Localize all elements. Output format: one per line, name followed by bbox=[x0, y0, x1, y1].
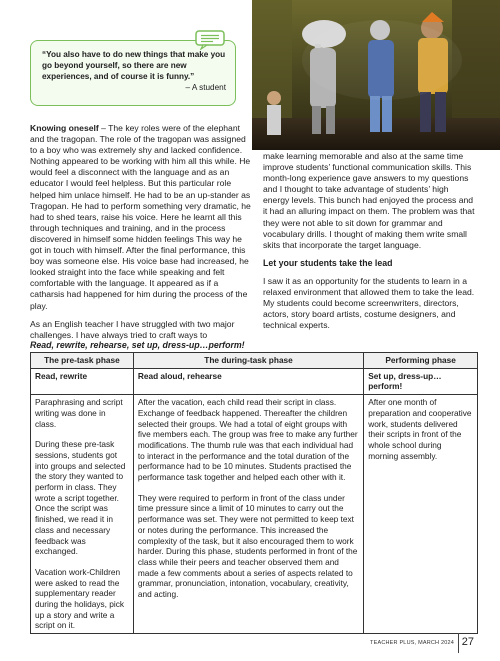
pre-task-cell bbox=[31, 395, 134, 634]
students-lead-paragraph: I saw it as an opportunity for the students to learn in a relaxed environment that allowed them to take the lead. My students could become screenwriters, directors, actors, story board artists, costume designers, and technical experts. bbox=[263, 275, 475, 331]
memorable-learning-paragraph: make learning memorable and also at the same time improve students’ functional communication skills. This month-long experience gave answers to my questions and I thought to take advantage of students’ high energy levels. This bunch had enjoyed the process and it had an alluring impact on them. The problem was that they were not able to sit down for grammar and vocabulary drills. I thought of making them write small skits that incorporate the target language. bbox=[263, 151, 475, 250]
section-heading: Let your students take the lead bbox=[263, 257, 393, 268]
performance-photo bbox=[252, 0, 500, 150]
performing-item: After one month of preparation and cooperative work, students delivered their scripts in front of the whole school during morning assembly. bbox=[368, 397, 472, 461]
subheader-during-task: Read aloud, rehearse bbox=[133, 368, 363, 394]
speech-bubble-icon bbox=[195, 30, 225, 50]
table-row bbox=[31, 395, 478, 634]
pre-task-item: Vacation work-Children were asked to read the supplementary reader during the holidays, pick up a story and write a script on it. bbox=[35, 566, 125, 631]
during-task-item: They were required to perform in front of the class under time pressure since a limit of 10 minutes to carry out the performance was set. They were not permitted to keep text or notes during the performance. This increased the complexity of the task, but it also encouraged them to work harder. During this phase, students performed in front of the class while their peers and teacher observed them and made a few comments about a series of aspects related to grammar, pronunciation, intonation, vocabulary, creativity, and acting. bbox=[137, 492, 358, 600]
header-during-task: The during-task phase bbox=[133, 353, 363, 369]
knowing-oneself-lead: Knowing oneself bbox=[30, 123, 99, 133]
pre-task-item: During these pre-task sessions, students got into groups and selected the story they wanted to perform in class. They wrote a script together. Once the script was finished, we read it in class and necessary feedback was exchanged. bbox=[35, 439, 126, 557]
subheader-pre-task: Read, rewrite bbox=[31, 368, 134, 394]
during-task-item: After the vacation, each child read their script in class. Exchange of feedback happened. Thereafter the children selected their groups. We had a total of eight groups with five members each. The group was free to make any further modifications. The thumb rule was that each individual had to interact in the performance and the total duration of the performance had to be 10 minutes. Students practised the performance task together and helped each other with it. bbox=[137, 397, 358, 483]
magazine-footer: TEACHER PLUS, MARCH 2024 bbox=[370, 640, 454, 646]
quote-text: “You also have to do new things that make you go beyond yourself, so there are new experiences, and of course it is funny.” bbox=[42, 50, 226, 81]
knowing-oneself-paragraph bbox=[30, 123, 252, 312]
pre-task-item: Paraphrasing and script writing was done in class. bbox=[35, 397, 123, 429]
knowing-oneself-body: – The key roles were of the elephant and the tragopan. The role of the tragopan was assigned to a boy who was extremely shy and lacked confidence. Nothing appeared to be working with him all this while. He would feel a disconnect with the language and as an educator I would feel helpless. But this particular role helped him unlace himself. He had to be an up-stander as Tragopan. He had to perform something very dramatic, he had to shed tears, raise his voice. Here he learnt all this through techniques and training, and in the process discovered in himself some hidden feelings This way he got in touch with himself. After the final performance, this boy was someone else. His voice base had increased, he looked straight into the face while speaking and felt comfortable with the language. It appeared as if a catharsis had happened for him during the process of the play. bbox=[30, 123, 251, 311]
header-performing: Performing phase bbox=[364, 353, 478, 369]
pull-quote-box bbox=[30, 40, 236, 106]
table-header-row bbox=[31, 353, 478, 369]
right-text-column bbox=[263, 151, 477, 338]
table-caption: Read, rewrite, rehearse, set up, dress-up…perform! bbox=[30, 340, 245, 350]
quote-attribution: – A student bbox=[185, 83, 226, 92]
during-task-cell bbox=[133, 395, 363, 634]
header-pre-task: The pre-task phase bbox=[31, 353, 134, 369]
table-subheader-row bbox=[31, 368, 478, 394]
english-teacher-paragraph: As an English teacher I have struggled with two major challenges. I have always tried to craft ways to bbox=[30, 318, 235, 340]
left-text-column bbox=[30, 123, 252, 348]
footer-divider bbox=[458, 633, 459, 653]
phases-table bbox=[30, 352, 478, 634]
subheader-performing: Set up, dress-up…perform! bbox=[364, 368, 478, 394]
performing-cell bbox=[364, 395, 478, 634]
page-number: 27 bbox=[461, 636, 474, 648]
